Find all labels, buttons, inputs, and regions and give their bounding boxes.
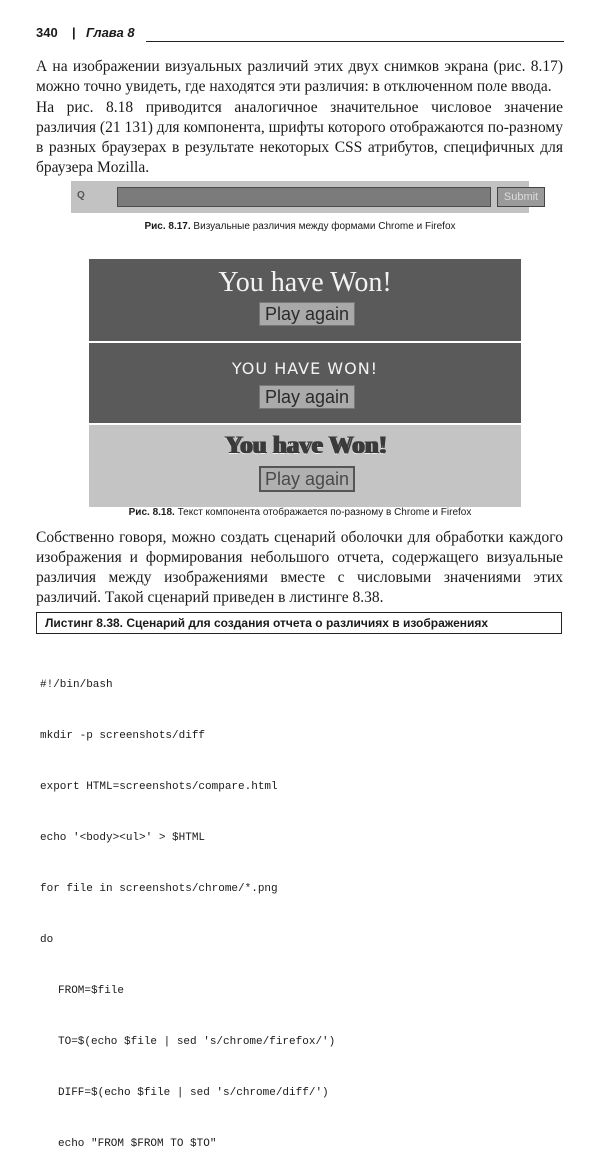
figure-8-18-panel-chrome [89, 259, 521, 341]
code-line: echo '<body><ul>' > $HTML [40, 832, 206, 844]
listing-title-box [36, 612, 562, 634]
won-heading: You have Won! [223, 432, 387, 459]
won-heading: You have Won! [218, 267, 392, 298]
paragraph-3: Собственно говоря, можно создать сценарий оболочки для обработки каждого изображения и формирования небольшого отчета, содержащего визуальные различия между изображениями вместе с числовыми значениями этих различий. Такой сценарий приведен в листинге 8.38. [36, 529, 563, 606]
figure-8-18-caption [0, 507, 600, 518]
listing-title: Листинг 8.38. Сценарий для создания отчета о различиях в изображениях [45, 616, 489, 630]
won-heading: YOU HAVE WON! [231, 359, 379, 378]
figure-8-17-caption [0, 221, 600, 232]
header-rule [146, 41, 564, 42]
code-line: echo "FROM $FROM TO $TO" [58, 1138, 217, 1150]
caption-number: Рис. 8.17. [144, 221, 191, 232]
code-line: export HTML=screenshots/compare.html [40, 781, 278, 793]
caption-number: Рис. 8.18. [128, 507, 175, 518]
submit-button: Submit [497, 187, 545, 207]
caption-text: Текст компонента отображается по-разному в Chrome и Firefox [174, 507, 472, 518]
play-again-button: Play again [259, 302, 355, 326]
paragraph-2: На рис. 8.18 приводится аналогичное значительное числовое значение различия (21 131) для компонента, шрифты которого отображаются по-разному в разных браузерах в результате некоторых CSS атрибутов, специфичных для браузера Mozilla. [36, 99, 563, 176]
figure-8-18-panel-diff [89, 423, 521, 507]
code-line: #!/bin/bash [40, 679, 113, 691]
paragraph-1: А на изображении визуальных различий этих двух снимков экрана (рис. 8.17) можно точно увидеть, где находятся эти различия: в отключенном поле ввода. [36, 58, 563, 95]
page-number: 340 [36, 25, 58, 40]
code-line: mkdir -p screenshots/diff [40, 730, 206, 742]
figure-8-18-panel-firefox [89, 341, 521, 425]
running-header [36, 24, 564, 42]
code-line: TO=$(echo $file | sed 's/chrome/firefox/') [58, 1036, 336, 1048]
caption-text: Визуальные различия между формами Chrome и Firefox [190, 221, 456, 232]
header-separator: | [72, 25, 76, 40]
figure-8-17-form [71, 181, 539, 213]
code-listing [40, 643, 335, 1170]
chapter-title: Глава 8 [86, 25, 135, 40]
play-again-button: Play again [259, 385, 355, 409]
disabled-input-field [117, 187, 491, 207]
form-label: Q [77, 190, 85, 201]
code-line: do [40, 934, 54, 946]
code-line: FROM=$file [58, 985, 125, 997]
code-line: for file in screenshots/chrome/*.png [40, 883, 278, 895]
code-line: DIFF=$(echo $file | sed 's/chrome/diff/') [58, 1087, 329, 1099]
play-again-button: Play again [259, 466, 355, 492]
